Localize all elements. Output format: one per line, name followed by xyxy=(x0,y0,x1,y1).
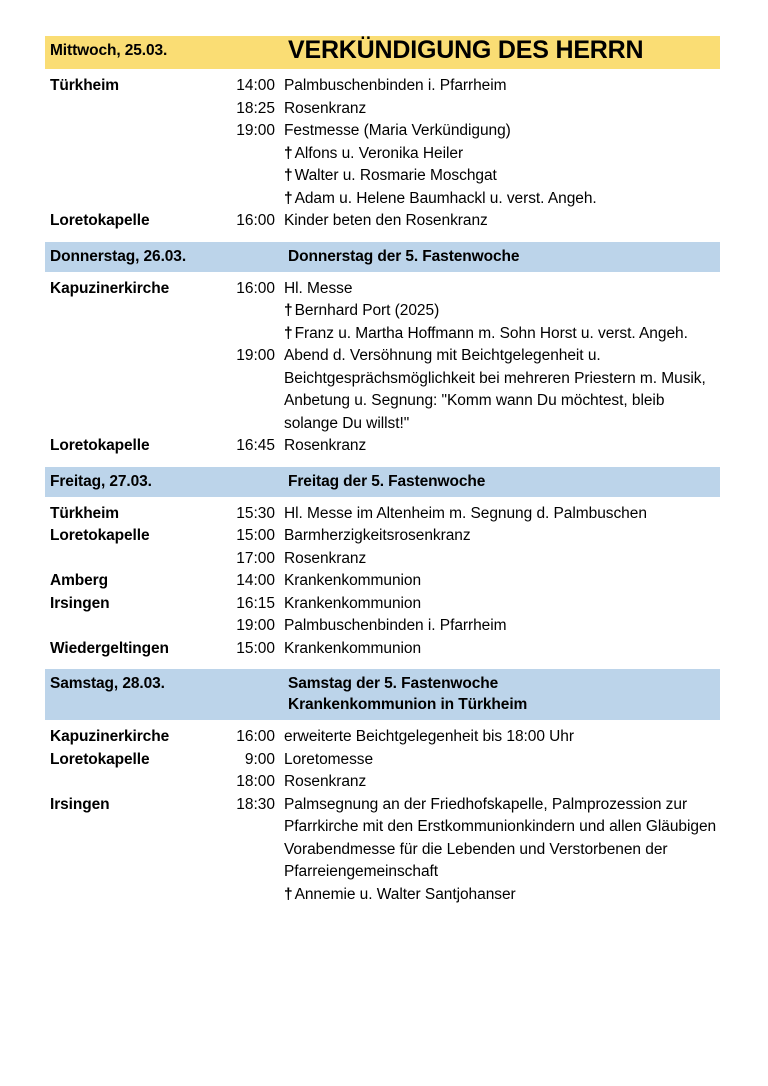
event-time: 16:00 xyxy=(236,279,275,297)
description-line: Krankenkommunion xyxy=(284,639,422,657)
memorial-line xyxy=(284,323,720,346)
event-time: 16:45 xyxy=(236,437,275,454)
day-title xyxy=(288,471,720,492)
event-description xyxy=(284,75,720,98)
event-row xyxy=(45,749,720,772)
event-row xyxy=(45,210,720,233)
event-place: Kapuzinerkirche xyxy=(50,728,170,745)
description-line: Rosenkranz xyxy=(284,549,367,567)
day-title-main: VERKÜNDIGUNG DES HERRN xyxy=(288,36,644,64)
description-line: Festmesse (Maria Verkündigung) xyxy=(284,122,511,139)
cross-icon: † xyxy=(284,144,293,162)
event-row xyxy=(45,120,720,210)
event-time: 16:00 xyxy=(236,212,275,229)
event-place: Loretokapelle xyxy=(50,212,150,229)
event-place: Wiedergeltingen xyxy=(50,639,169,657)
event-time: 14:00 xyxy=(236,572,275,589)
day-title-main: Samstag der 5. Fastenwoche xyxy=(288,675,499,692)
memorial-name: Annemie u. Walter Santjohanser xyxy=(294,885,516,903)
day-header-bar xyxy=(45,36,720,69)
description-line: Palmsegnung an der Friedhofskapelle, Palmprozession zur Pfarrkirche mit den Erstkommunionkindern und allen Gläubigen Vorabendmesse für die Lebenden und Verstorbenen der Pfarreiengemeinschaft xyxy=(284,795,717,880)
event-row xyxy=(45,75,720,98)
day-title-main: Freitag der 5. Fastenwoche xyxy=(288,472,486,490)
day-events xyxy=(45,272,720,467)
event-time: 17:00 xyxy=(236,549,275,567)
day-date: Samstag, 28.03. xyxy=(50,675,165,692)
description-line: Krankenkommunion xyxy=(284,594,422,612)
event-row xyxy=(45,615,720,638)
memorial-name: Adam u. Helene Baumhackl u. verst. Angeh. xyxy=(294,189,597,207)
day-events xyxy=(45,720,720,915)
event-description xyxy=(284,98,720,121)
cross-icon: † xyxy=(284,167,293,184)
event-time: 15:30 xyxy=(236,504,275,522)
day-events xyxy=(45,69,720,242)
description-line: Krankenkommunion xyxy=(284,572,422,589)
description-line: Hl. Messe xyxy=(284,279,353,297)
event-row xyxy=(45,726,720,749)
event-time: 15:00 xyxy=(236,639,275,657)
description-line: Palmbuschenbinden i. Pfarrheim xyxy=(284,617,507,634)
event-time: 18:30 xyxy=(236,795,275,813)
event-time: 14:00 xyxy=(236,77,275,94)
event-description xyxy=(284,548,720,571)
event-time: 19:00 xyxy=(236,122,275,139)
event-row xyxy=(45,771,720,794)
memorial-line xyxy=(284,188,720,211)
cross-icon: † xyxy=(284,189,293,207)
event-row xyxy=(45,98,720,121)
day-block xyxy=(45,36,720,242)
event-place: Loretokapelle xyxy=(50,437,150,454)
description-line: Rosenkranz xyxy=(284,437,367,454)
event-row xyxy=(45,593,720,616)
event-description xyxy=(284,570,720,593)
description-line: Barmherzigkeitsrosenkranz xyxy=(284,527,471,544)
day-date: Donnerstag, 26.03. xyxy=(50,247,187,265)
event-time: 19:00 xyxy=(236,347,275,364)
event-description xyxy=(284,638,720,661)
description-line: Loretomesse xyxy=(284,750,374,768)
event-time: 16:15 xyxy=(236,594,275,612)
day-title xyxy=(288,246,720,267)
day-title-subtitle: Krankenkommunion in Türkheim xyxy=(288,696,528,713)
event-place: Irsingen xyxy=(50,594,110,612)
event-description xyxy=(284,345,720,435)
schedule-sheet xyxy=(45,36,720,915)
memorial-line xyxy=(284,300,720,323)
day-title-main: Donnerstag der 5. Fastenwoche xyxy=(288,247,520,265)
event-row xyxy=(45,570,720,593)
event-row xyxy=(45,435,720,458)
event-description xyxy=(284,794,720,907)
description-line: Abend d. Versöhnung mit Beichtgelegenheit u. Beichtgesprächsmöglichkeit bei mehreren Priestern m. Musik, Anbetung u. Segnung: "Komm wann Du möchtest, bleib solange Du willst!" xyxy=(284,347,706,432)
day-header-bar xyxy=(45,467,720,497)
cross-icon: † xyxy=(284,324,293,342)
description-line: Palmbuschenbinden i. Pfarrheim xyxy=(284,77,507,94)
day-title xyxy=(288,673,720,715)
event-time: 19:00 xyxy=(236,617,275,634)
event-description xyxy=(284,771,720,794)
memorial-name: Alfons u. Veronika Heiler xyxy=(294,144,464,162)
event-place: Loretokapelle xyxy=(50,527,150,544)
event-place: Kapuzinerkirche xyxy=(50,279,170,297)
event-time: 18:25 xyxy=(236,99,275,117)
memorial-line xyxy=(284,143,720,166)
memorial-line xyxy=(284,165,720,188)
day-date: Mittwoch, 25.03. xyxy=(50,42,168,59)
event-time: 9:00 xyxy=(244,750,275,768)
memorial-line xyxy=(284,884,720,907)
description-line: Rosenkranz xyxy=(284,99,367,117)
event-row xyxy=(45,503,720,526)
event-description xyxy=(284,503,720,526)
day-header-bar xyxy=(45,242,720,272)
event-description xyxy=(284,120,720,210)
event-description xyxy=(284,210,720,233)
description-line: Hl. Messe im Altenheim m. Segnung d. Palmbuschen xyxy=(284,504,647,522)
memorial-name: Franz u. Martha Hoffmann m. Sohn Horst u. verst. Angeh. xyxy=(294,324,688,342)
event-row xyxy=(45,794,720,907)
event-description xyxy=(284,525,720,548)
day-header-bar xyxy=(45,669,720,720)
memorial-name: Bernhard Port (2025) xyxy=(294,302,440,319)
event-row xyxy=(45,638,720,661)
event-description xyxy=(284,435,720,458)
day-events xyxy=(45,497,720,670)
cross-icon: † xyxy=(284,885,293,903)
event-description xyxy=(284,278,720,346)
event-place: Irsingen xyxy=(50,795,110,813)
cross-icon: † xyxy=(284,302,293,319)
day-date: Freitag, 27.03. xyxy=(50,472,152,490)
description-line: erweiterte Beichtgelegenheit bis 18:00 Uhr xyxy=(284,728,574,745)
event-place: Türkheim xyxy=(50,77,119,94)
event-row xyxy=(45,548,720,571)
day-block xyxy=(45,669,720,915)
event-row xyxy=(45,278,720,346)
event-time: 16:00 xyxy=(236,728,275,745)
day-block xyxy=(45,242,720,467)
event-description xyxy=(284,593,720,616)
memorial-name: Walter u. Rosmarie Moschgat xyxy=(294,167,497,184)
event-place: Loretokapelle xyxy=(50,750,150,768)
description-line: Kinder beten den Rosenkranz xyxy=(284,212,488,229)
day-block xyxy=(45,467,720,670)
event-time: 15:00 xyxy=(236,527,275,544)
event-row xyxy=(45,345,720,435)
event-place: Türkheim xyxy=(50,504,119,522)
event-place: Amberg xyxy=(50,572,108,589)
day-title xyxy=(288,36,720,64)
event-description xyxy=(284,749,720,772)
event-time: 18:00 xyxy=(236,773,275,790)
description-line: Rosenkranz xyxy=(284,773,367,790)
event-description xyxy=(284,726,720,749)
event-description xyxy=(284,615,720,638)
event-row xyxy=(45,525,720,548)
